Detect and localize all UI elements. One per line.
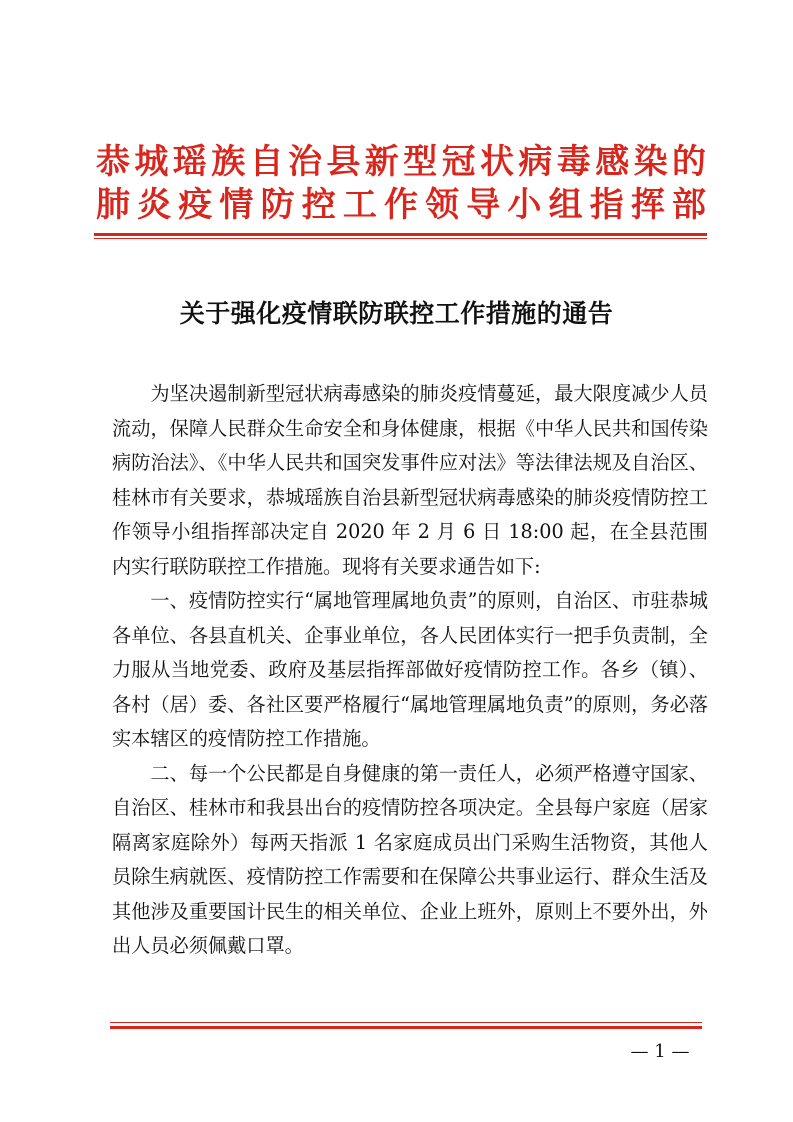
notice-body bbox=[112, 377, 708, 964]
notice-title: 关于强化疫情联防联控工作措施的通告 bbox=[179, 299, 614, 328]
page-number: — 1 — bbox=[630, 1041, 690, 1062]
footer-red-rule-thin bbox=[110, 1022, 702, 1023]
footer-red-rule-thick bbox=[110, 1026, 702, 1029]
body-paragraph-1: 一、疫情防控实行“属地管理属地负责”的原则，自治区、市驻恭城各单位、各县直机关、企事业单位，各人民团体实行一把手负责制，全力服从当地党委、政府及基层指挥部做好疫情防控工作。各乡（镇）、各村（居）委、各社区要严格履行“属地管理属地负责”的原则，务必落实本辖区的疫情防控工作措施。 bbox=[112, 589, 708, 750]
issuing-authority-title-line-1: 恭城瑶族自治县新型冠状病毒感染的 bbox=[96, 142, 706, 182]
issuing-authority-title-line-2: 肺炎疫情防控工作领导小组指挥部 bbox=[96, 185, 706, 225]
header-red-rule-thick bbox=[94, 233, 707, 236]
body-paragraph-2: 二、每一个公民都是自身健康的第一责任人，必须严格遵守国家、自治区、桂林市和我县出台的疫情防控各项决定。全县每户家庭（居家隔离家庭除外）每两天指派 1 名家庭成员出门采购生活物资，其他人员除生病就医、疫情防控工作需要和在保障公共事业运行、群众生活及其他涉及重要国计民生的相关单位、企业上班外，原则上不要外出，外出人员必须佩戴口罩。 bbox=[112, 761, 708, 957]
body-paragraph-intro: 为坚决遏制新型冠状病毒感染的肺炎疫情蔓延，最大限度减少人员流动，保障人民群众生命安全和身体健康，根据《中华人民共和国传染病防治法》、《中华人民共和国突发事件应对法》等法律法规及自治区、桂林市有关要求，恭城瑶族自治县新型冠状病毒感染的肺炎疫情防控工作领导小组指挥部决定自 2020 年 2 月 6 日 18:00 起，在全县范围内实行联防联控工作措施。现将有关要求通告如下: bbox=[112, 382, 708, 578]
header-red-rule-thin bbox=[94, 238, 707, 239]
